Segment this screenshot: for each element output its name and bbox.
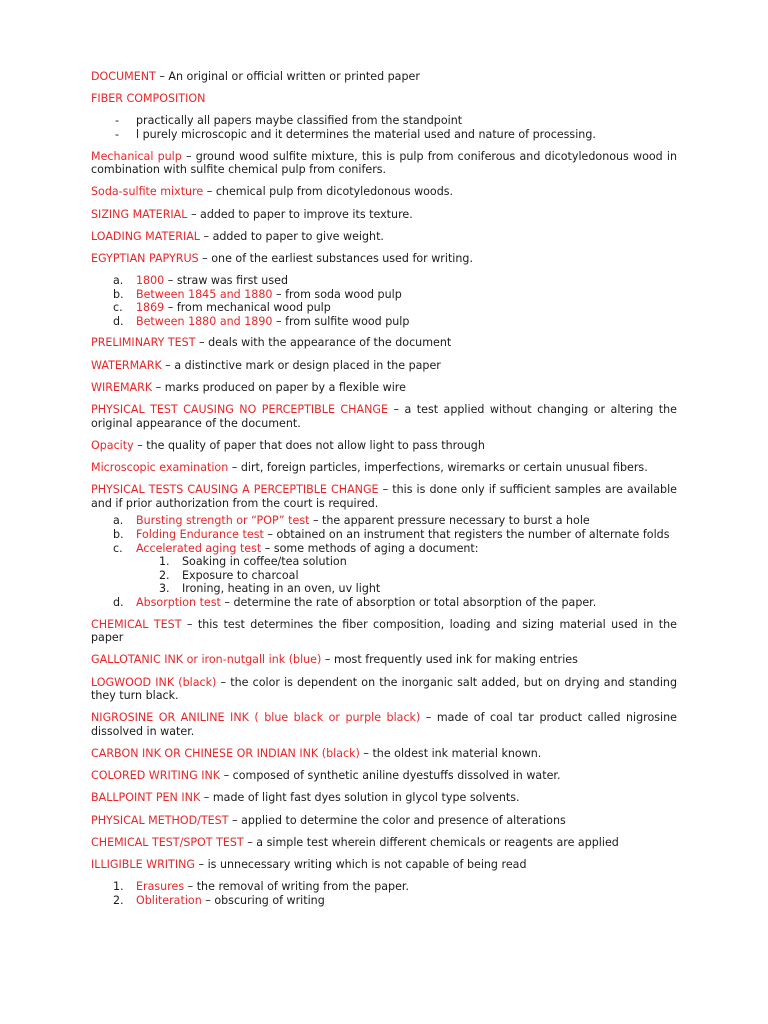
list-item: b. Folding Endurance test – obtained on an instrument that registers the number of alternate folds (113, 527, 670, 541)
aging-methods-wrapper (91, 555, 677, 596)
entry-watermark: WATERMARK – a distinctive mark or design placed in the paper (91, 358, 441, 372)
entry-egyptian-papyrus: EGYPTIAN PAPYRUS – one of the earliest substances used for writing. (91, 251, 473, 265)
papyrus-list (91, 274, 677, 328)
aging-methods-list (91, 555, 677, 596)
entry-microscopic-examination: Microscopic examination – dirt, foreign particles, imperfections, wiremarks or certain unusual fibers. (91, 461, 648, 474)
entry-soda-sulfite: Soda-sulfite mixture – chemical pulp from dicotyledonous woods. (91, 185, 454, 199)
entry-illigible-writing: ILLIGIBLE WRITING – is unnecessary writing which is not capable of being read (91, 858, 527, 871)
entry-document: DOCUMENT – An original or official written or printed paper (91, 70, 420, 83)
perceptible-test-list (91, 514, 677, 609)
fiber-bullet-list (91, 114, 677, 141)
list-item: c. Accelerated aging test – some methods of aging a document: (113, 541, 479, 555)
list-item: 1. Erasures – the removal of writing from the paper. (113, 880, 409, 894)
list-item: - practically all papers maybe classified from the standpoint (91, 114, 677, 128)
list-item: d. Absorption test – determine the rate of absorption or total absorption of the paper. (113, 595, 597, 609)
list-item: a. 1800 – straw was first used (113, 274, 288, 288)
list-item: b. Between 1845 and 1880 – from soda wood pulp (113, 287, 402, 301)
entry-physical-tests-change: PHYSICAL TESTS CAUSING A PERCEPTIBLE CHANGE – this is done only if sufficient samples are available and if prior authorization from the court is required. (91, 483, 677, 510)
list-item: 3. Ironing, heating in an oven, uv light (159, 582, 381, 596)
document-page (91, 70, 677, 915)
entry-spot-test: CHEMICAL TEST/SPOT TEST – a simple test wherein different chemicals or reagents are applied (91, 835, 619, 849)
entry-nigrosine-ink: NIGROSINE OR ANILINE INK ( blue black or purple black) – made of coal tar product called nigrosine dissolved in water. (91, 711, 677, 738)
entry-colored-writing-ink: COLORED WRITING INK – composed of synthetic aniline dyestuffs dissolved in water. (91, 769, 561, 783)
entry-ballpoint-pen-ink: BALLPOINT PEN INK – made of light fast dyes solution in glycol type solvents. (91, 791, 520, 805)
entry-carbon-ink: CARBON INK OR CHINESE OR INDIAN INK (black) – the oldest ink material known. (91, 747, 542, 761)
illegible-writing-list (91, 880, 677, 907)
list-item: 2. Exposure to charcoal (159, 568, 299, 582)
list-item: c. 1869 – from mechanical wood pulp (113, 301, 331, 315)
list-item: - l purely microscopic and it determines the material used and nature of processing. (91, 128, 677, 142)
entry-physical-method: PHYSICAL METHOD/TEST – applied to determine the color and presence of alterations (91, 813, 566, 827)
entry-preliminary-test: PRELIMINARY TEST – deals with the appearance of the document (91, 336, 452, 350)
list-item: a. Bursting strength or “POP” test – the apparent pressure necessary to burst a hole (113, 514, 590, 528)
list-item: 1. Soaking in coffee/tea solution (159, 555, 347, 569)
entry-mechanical-pulp: Mechanical pulp – ground wood sulfite mixture, this is pulp from coniferous and dicotyledonous wood in combination with sulfite chemical pulp from conifers. (91, 149, 677, 177)
entry-physical-test-no-change: PHYSICAL TEST CAUSING NO PERCEPTIBLE CHANGE – a test applied without changing or altering the original appearance of the document. (91, 403, 677, 430)
entry-gallotanic-ink: GALLOTANIC INK or iron-nutgall ink (blue) – most frequently used ink for making entries (91, 653, 578, 667)
list-item: d. Between 1880 and 1890 – from sulfite wood pulp (113, 314, 410, 328)
entry-wiremark: WIREMARK – marks produced on paper by a flexible wire (91, 380, 406, 394)
entry-fiber-composition: FIBER COMPOSITION (91, 92, 206, 106)
entry-logwood-ink: LOGWOOD INK (black) – the color is dependent on the inorganic salt added, but on drying and standing they turn black. (91, 675, 677, 703)
entry-loading-material: LOADING MATERIAL – added to paper to give weight. (91, 229, 384, 243)
list-item: 2. Obliteration – obscuring of writing (113, 893, 325, 907)
entry-chemical-test: CHEMICAL TEST – this test determines the fiber composition, loading and sizing material used in the paper (91, 617, 677, 645)
entry-sizing-material: SIZING MATERIAL – added to paper to improve its texture. (91, 207, 413, 221)
entry-opacity: Opacity – the quality of paper that does not allow light to pass through (91, 438, 485, 452)
